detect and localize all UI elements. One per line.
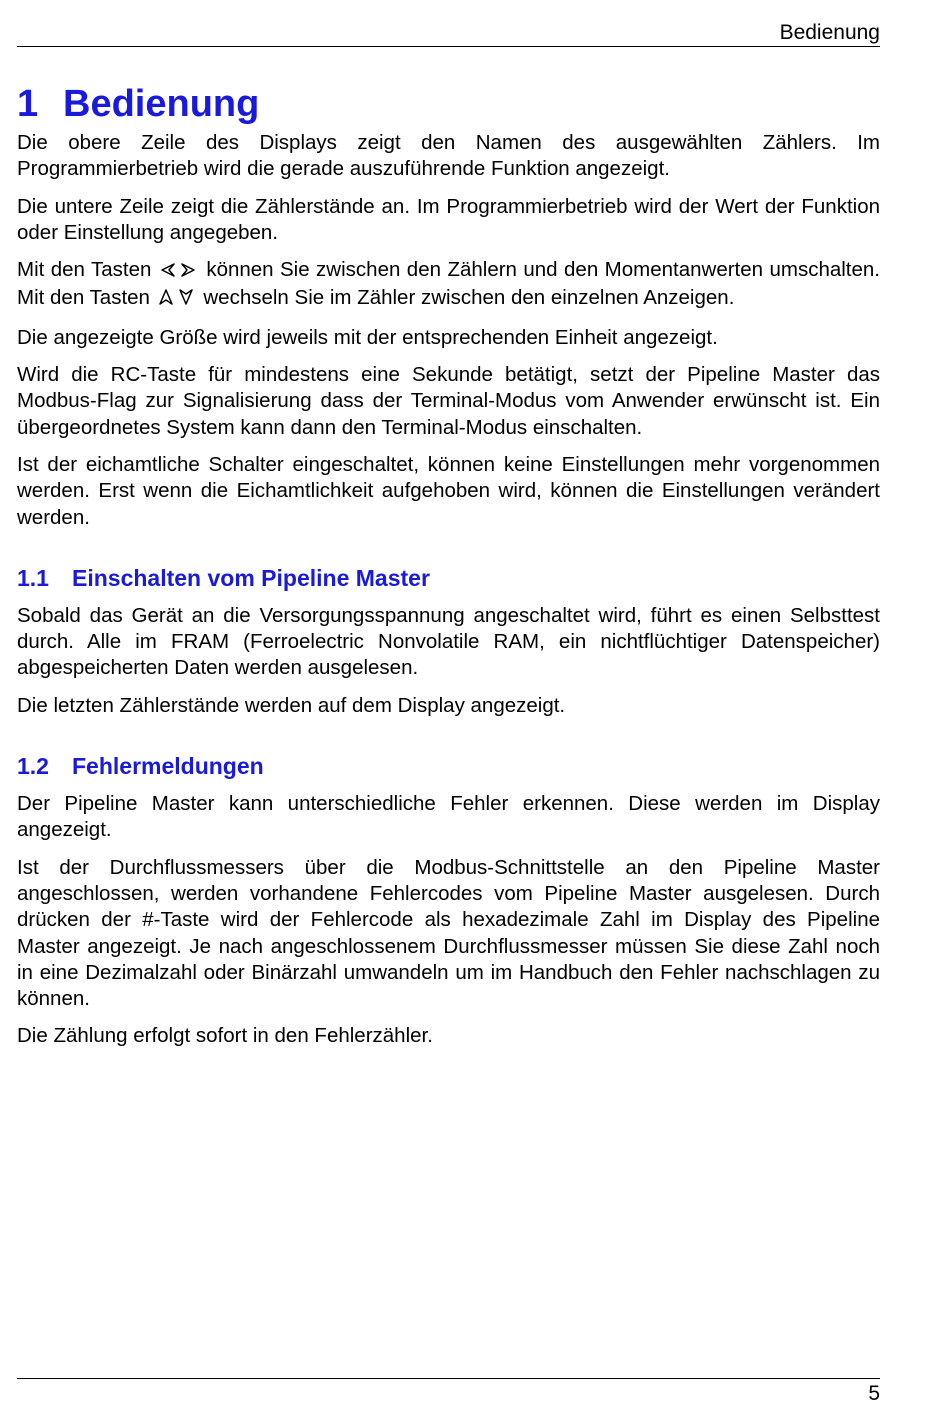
page-number: 5 (868, 1382, 880, 1405)
subsection-heading (17, 752, 880, 780)
left-right-keys-icon (159, 259, 199, 285)
paragraph: Die letzten Zählerstände werden auf dem Display angezeigt. (17, 693, 566, 717)
subsection-heading (17, 564, 880, 592)
paragraph: Ist der eichamtliche Schalter eingeschaltet, können keine Einstellungen mehr vorgenommen werden. Erst wenn die Eichamtlichkeit aufgehoben wird, können die Einstellungen verändert werden. (17, 452, 880, 529)
up-down-keys-icon (157, 287, 197, 313)
paragraph: Der Pipeline Master kann unterschiedliche Fehler erkennen. Diese werden im Display angezeigt. (17, 792, 880, 842)
subsection-number: 1.2 (17, 753, 49, 780)
subsection-number: 1.1 (17, 564, 49, 591)
page-header (17, 0, 880, 47)
paragraph-text: wechseln Sie im Zähler zwischen den einzelnen Anzeigen. (203, 286, 735, 310)
page-content (17, 82, 880, 1061)
paragraph: Die untere Zeile zeigt die Zählerstände an. Im Programmierbetrieb wird der Wert der Funktion oder Einstellung angegeben. (17, 194, 880, 244)
paragraph-keys (17, 257, 880, 314)
paragraph-text: können Sie zwischen den Zählern und den Momentanwerten umschalten. Mit den Tasten (17, 258, 880, 310)
running-title: Bedienung (779, 21, 880, 44)
paragraph: Die obere Zeile des Displays zeigt den Namen des ausgewählten Zählers. Im Programmierbetrieb wird die gerade auszuführende Funktion angezeigt. (17, 131, 880, 181)
subsection-title: Einschalten vom Pipeline Master (72, 564, 430, 591)
paragraph: Ist der Durchflussmessers über die Modbus-Schnittstelle an den Pipeline Master angeschlossen, werden vorhandene Fehlercodes vom Pipeline Master ausgelesen. Durch drücken der #-Taste wird der Fehlercode als hexadezimale Zahl im Display des Pipeline Master angezeigt. Je nach angeschlossenem Durchflussmesser müssen Sie diese Zahl noch in eine Dezimalzahl oder Binärzahl umwandeln um im Handbuch den Fehler nachschlagen zu können. (17, 855, 880, 1011)
paragraph: Wird die RC-Taste für mindestens eine Sekunde betätigt, setzt der Pipeline Master das Modbus-Flag zur Signalisierung dass der Terminal-Modus vom Anwender erwünscht ist. Ein übergeordnetes System kann dann den Terminal-Modus einschalten. (17, 363, 880, 439)
paragraph: Die angezeigte Größe wird jeweils mit der entsprechenden Einheit angezeigt. (17, 325, 718, 349)
section-heading (17, 82, 880, 126)
page-footer (17, 1378, 880, 1405)
subsection-title: Fehlermeldungen (72, 753, 264, 780)
section-title: Bedienung (63, 83, 260, 125)
paragraph: Sobald das Gerät an die Versorgungsspannung angeschaltet wird, führt es einen Selbsttest durch. Alle im FRAM (Ferroelectric Nonvolatile RAM, ein nichtflüchtiger Datenspeicher) abgespeicherten Daten werden ausgelesen. (17, 603, 880, 680)
paragraph: Die Zählung erfolgt sofort in den Fehlerzähler. (17, 1024, 433, 1048)
paragraph-text: Mit den Tasten (17, 258, 152, 282)
section-number: 1 (17, 83, 39, 125)
